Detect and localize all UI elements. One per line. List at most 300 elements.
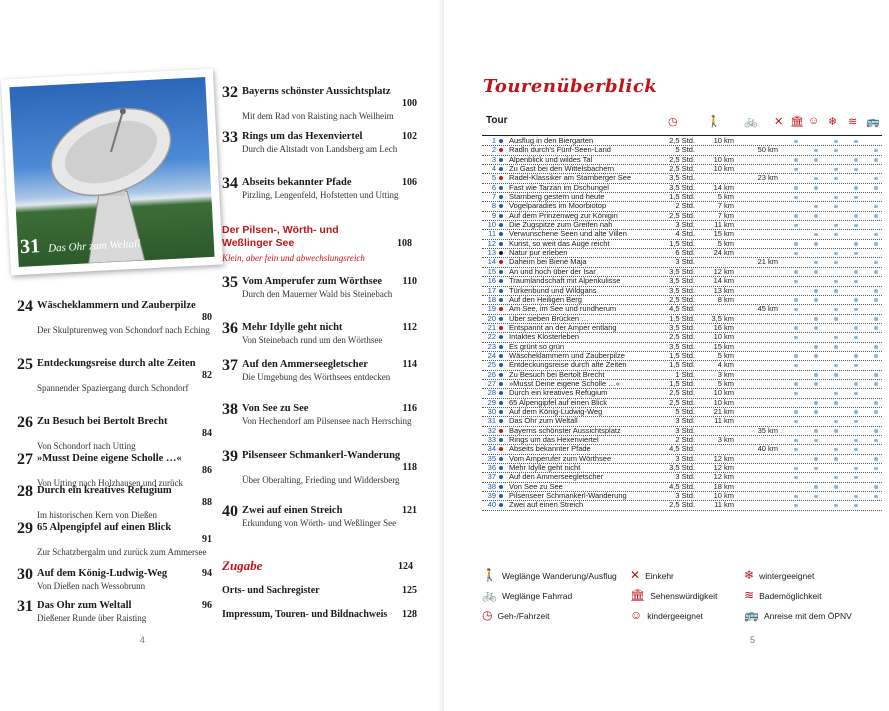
tour-name: Traumlandschaft mit Alpenkulisse	[509, 277, 621, 286]
toc-entry-title: Zu Besuch bei Bertolt Brecht	[37, 416, 168, 427]
feature-marker	[814, 233, 818, 237]
tour-name: Starnberg gestern und heute	[509, 193, 605, 202]
tour-time: 4,5 Std.	[669, 444, 695, 454]
feature-marker	[794, 308, 798, 312]
tour-number: 5	[491, 173, 496, 183]
tour-walk-distance: 7 km	[717, 201, 734, 211]
tour-time: 3,5 Std.	[669, 463, 695, 473]
tour-category-dot	[499, 167, 503, 171]
tour-time: 2,5 Std.	[669, 332, 695, 342]
tour-number: 9	[491, 210, 496, 220]
tour-time: 2,5 Std.	[669, 210, 695, 220]
feature-marker	[874, 354, 878, 358]
tour-time: 1 Std.	[675, 369, 695, 379]
tour-name: Alpenblick und wildes Tal	[509, 155, 593, 164]
tour-category-dot	[499, 223, 503, 227]
tour-category-dot	[499, 438, 503, 442]
feature-marker	[814, 495, 818, 499]
page-number-right: 5	[750, 635, 756, 645]
feature-marker	[874, 242, 878, 246]
tour-walk-distance: 5 km	[717, 350, 734, 360]
legend-item	[744, 588, 821, 602]
toc-entry-subtitle: Im historischen Kern von Dießen	[37, 510, 157, 520]
feature-marker	[874, 317, 878, 321]
feature-marker	[794, 298, 798, 302]
cutlery-icon: ✕	[630, 568, 641, 582]
feature-marker	[874, 467, 878, 471]
zugabe-heading: Zugabe	[222, 558, 263, 573]
toc-entry-title: Abseits bekannter Pfade	[242, 177, 352, 188]
feature-marker	[814, 261, 818, 265]
toc-entry-subtitle: Von Schondorf nach Utting	[37, 441, 136, 451]
tour-number: 27	[487, 378, 496, 388]
legend-item	[744, 608, 852, 622]
tour-time: 3 Std.	[675, 220, 695, 230]
feature-marker	[814, 382, 818, 386]
feature-marker	[874, 410, 878, 414]
feature-marker	[834, 457, 838, 461]
toc-entry-title: »Musst Deine eigene Scholle …«	[37, 453, 182, 464]
page-title: Tourenüberblick	[483, 76, 658, 97]
feature-marker	[834, 420, 838, 424]
toc-entry-number: 38	[222, 401, 238, 418]
toc-entry-title: Entdeckungsreise durch alte Zeiten	[37, 358, 196, 369]
smiley-icon: ☺	[630, 608, 643, 622]
feature-marker	[834, 373, 838, 377]
tour-walk-distance: 12 km	[713, 463, 734, 473]
appendix-entry-page: 128	[402, 609, 417, 620]
feature-marker	[874, 261, 878, 265]
tour-walk-distance: 3 km	[717, 435, 734, 444]
tour-bike-distance: 35 km	[757, 425, 778, 435]
tour-walk-distance: 10 km	[713, 397, 734, 407]
tour-time: 3 Std.	[675, 416, 695, 426]
feature-marker	[874, 233, 878, 237]
appendix-entry	[222, 609, 417, 620]
feature-marker	[874, 158, 878, 162]
feature-marker	[854, 410, 858, 414]
tour-name: Bayerns schönster Aussichtsplatz	[509, 426, 621, 435]
feature-marker	[874, 345, 878, 349]
toc-entry-title: 65 Alpengipfel auf einen Blick	[37, 522, 172, 533]
tour-name: Türkenbund und Wildgans	[509, 286, 597, 295]
tour-name: Fast wie Tarzan im Dschungel	[509, 183, 609, 192]
feature-marker	[814, 298, 818, 302]
feature-marker	[874, 205, 878, 209]
tour-category-dot	[499, 401, 503, 405]
tour-number: 1	[491, 136, 496, 145]
tour-time: 2,5 Std.	[669, 154, 695, 164]
legend-item	[482, 608, 549, 622]
tour-walk-distance: 3,5 km	[711, 313, 734, 323]
tour-walk-distance: 3 km	[717, 369, 734, 379]
snowflake-icon: ❄	[828, 116, 838, 128]
tour-walk-distance: 15 km	[713, 341, 734, 351]
section-page: 108	[397, 238, 412, 249]
feature-marker	[834, 429, 838, 433]
feature-marker	[854, 382, 858, 386]
toc-entry-page: 118	[402, 462, 417, 473]
feature-marker	[794, 326, 798, 330]
tour-bike-distance: 50 km	[757, 145, 778, 155]
clock-icon: ◷	[668, 116, 678, 128]
tour-number: 19	[487, 304, 496, 314]
tour-category-dot	[499, 195, 503, 199]
toc-entry-title: Das Ohr zum Weltall	[37, 600, 132, 611]
tour-walk-distance: 13 km	[713, 285, 734, 295]
tour-name: Abseits bekannter Pfade	[509, 445, 591, 454]
tour-number: 7	[491, 192, 496, 202]
feature-marker	[834, 289, 838, 293]
feature-marker	[874, 289, 878, 293]
legend-label: Geh-/Fahrzeit	[497, 611, 550, 621]
feature-marker	[794, 158, 798, 162]
toc-entry-subtitle: Erkundung von Wörth- und Weßlinger See	[242, 518, 397, 528]
feature-marker	[854, 504, 858, 508]
tour-time: 2,5 Std.	[669, 388, 695, 398]
toc-entry-subtitle: Zur Schatzbergalm und zurück zum Ammersee	[37, 547, 207, 557]
tour-category-dot	[499, 279, 503, 283]
tour-bike-distance: 23 km	[757, 173, 778, 183]
feature-marker	[834, 233, 838, 237]
tour-time: 1,5 Std.	[669, 192, 695, 202]
tour-walk-distance: 18 km	[713, 481, 734, 491]
toc-entry-subtitle: Spannender Spaziergang durch Schondorf	[37, 383, 189, 393]
feature-marker	[854, 252, 858, 256]
feature-marker	[814, 205, 818, 209]
tour-category-dot	[499, 391, 503, 395]
tour-name: An und hoch über der Isar	[509, 267, 596, 276]
feature-marker	[834, 317, 838, 321]
feature-marker	[854, 196, 858, 200]
toc-entry-page: 86	[202, 465, 212, 476]
tour-number: 31	[487, 416, 496, 426]
tour-category-dot	[499, 260, 503, 264]
tour-category-dot	[499, 345, 503, 349]
right-page	[444, 0, 889, 711]
tour-category-dot	[499, 289, 503, 293]
bicycle-icon: 🚲	[482, 588, 497, 602]
feature-marker	[814, 177, 818, 181]
toc-entry-number: 40	[222, 503, 238, 520]
tour-category-dot	[499, 148, 503, 152]
tour-number: 14	[487, 257, 496, 267]
tour-time: 1,5 Std.	[669, 238, 695, 248]
feature-marker	[854, 224, 858, 228]
toc-entry-number: 25	[17, 356, 33, 373]
tour-category-dot	[499, 270, 503, 274]
feature-marker	[874, 457, 878, 461]
tour-number: 30	[487, 406, 496, 416]
tour-time: 3 Std.	[675, 472, 695, 482]
tour-category-dot	[499, 139, 503, 143]
feature-marker	[854, 448, 858, 452]
feature-marker	[794, 476, 798, 480]
tour-number: 18	[487, 294, 496, 304]
feature-marker	[874, 149, 878, 153]
hiker-icon: 🚶	[707, 116, 721, 128]
section-subtitle: Klein, aber fein und abwechslungsreich	[222, 253, 365, 263]
tour-name: Zu Besuch bei Bertolt Brecht	[509, 370, 605, 379]
feature-marker	[874, 373, 878, 377]
feature-marker	[854, 308, 858, 312]
tour-walk-distance: 5 km	[717, 192, 734, 202]
toc-entry-subtitle: Mit dem Rad von Raisting nach Weilheim	[242, 111, 394, 121]
feature-marker	[814, 485, 818, 489]
tour-number: 17	[487, 285, 496, 295]
tour-name: Auf den Ammerseegletscher	[509, 473, 604, 482]
tour-name: Auf dem König-Ludwig-Weg	[509, 407, 603, 416]
tour-time: 2 Std.	[675, 201, 695, 211]
tour-number: 36	[487, 463, 496, 473]
tour-name: Intaktes Klosterleben	[509, 333, 580, 342]
feature-marker	[794, 382, 798, 386]
tour-number: 32	[487, 425, 496, 435]
toc-entry-subtitle: Durch die Altstadt von Landsberg am Lech	[242, 144, 398, 154]
feature-marker	[814, 214, 818, 218]
tour-category-dot	[499, 373, 503, 377]
feature-marker	[854, 392, 858, 396]
tour-number: 16	[487, 276, 496, 286]
tour-time: 3,5 Std.	[669, 173, 695, 183]
tour-number: 21	[487, 322, 496, 332]
feature-marker	[814, 373, 818, 377]
toc-entry-page: 106	[402, 177, 417, 188]
tour-time: 4,5 Std.	[669, 481, 695, 491]
tour-name: Das Ohr zum Weltall	[509, 417, 578, 426]
toc-entry-number: 39	[222, 448, 238, 465]
tour-walk-distance: 10 km	[713, 332, 734, 342]
feature-marker	[794, 270, 798, 274]
tour-time: 1,5 Std.	[669, 378, 695, 388]
tour-number: 10	[487, 220, 496, 230]
feature-marker	[854, 420, 858, 424]
legend-item	[630, 568, 674, 582]
toc-entry-page: 96	[202, 600, 212, 611]
feature-marker	[794, 504, 798, 508]
tour-time: 2,5 Std.	[669, 136, 695, 145]
tour-time: 4 Std.	[675, 229, 695, 239]
tour-time: 3 Std.	[675, 425, 695, 435]
tour-number: 39	[487, 491, 496, 501]
tour-name: Radln durch's Fünf-Seen-Land	[509, 146, 611, 155]
feature-marker	[814, 401, 818, 405]
legend-label: Weglänge Fahrrad	[501, 591, 573, 601]
toc-entry-page: 88	[202, 497, 212, 508]
feature-marker	[854, 298, 858, 302]
feature-marker	[854, 280, 858, 284]
feature-marker	[854, 439, 858, 443]
tour-time: 5 Std.	[675, 406, 695, 416]
tour-walk-distance: 16 km	[713, 322, 734, 332]
tour-category-dot	[499, 307, 503, 311]
tour-time: 3,5 Std.	[669, 266, 695, 276]
legend-item	[630, 588, 717, 602]
swimmer-icon: ≋	[744, 588, 755, 602]
appendix-entry	[222, 585, 417, 596]
tour-name: Es grünt so grün	[509, 342, 565, 351]
toc-entry-number: 31	[17, 598, 33, 615]
tour-time: 2,5 Std.	[669, 500, 695, 510]
tour-walk-distance: 10 km	[713, 388, 734, 398]
tour-name: Am See, im See und rundherum	[509, 305, 617, 314]
tour-category-dot	[499, 335, 503, 339]
feature-marker	[794, 280, 798, 284]
toc-entry-page: 112	[402, 322, 417, 333]
toc-entry-number: 34	[222, 175, 238, 192]
toc-entry-title: Auf den Ammerseegletscher	[242, 359, 368, 370]
feature-marker	[814, 326, 818, 330]
tour-number: 15	[487, 266, 496, 276]
feature-marker	[794, 336, 798, 340]
legend-label: Weglänge Wanderung/Ausflug	[501, 571, 617, 581]
tour-name: Daheim bei Biene Maja	[509, 258, 587, 267]
feature-marker	[854, 467, 858, 471]
legend-label: kindergeeignet	[647, 611, 704, 621]
appendix-entry-title: Orts- und Sachregister	[222, 585, 320, 596]
swimmer-icon: ≋	[848, 116, 858, 128]
feature-marker	[854, 158, 858, 162]
feature-marker	[854, 326, 858, 330]
tour-name: Die Zugspitze zum Greifen nah	[509, 221, 613, 230]
tour-walk-distance: 10 km	[713, 154, 734, 164]
feature-marker	[794, 448, 798, 452]
tour-walk-distance: 5 km	[717, 238, 734, 248]
tour-category-dot	[499, 176, 503, 180]
tour-category-dot	[499, 298, 503, 302]
feature-marker	[854, 354, 858, 358]
tour-time: 3,5 Std.	[669, 276, 695, 286]
toc-entry-subtitle: Von Dießen nach Wessobrunn	[37, 581, 146, 591]
feature-marker	[854, 140, 858, 144]
tour-walk-distance: 14 km	[713, 276, 734, 286]
tour-category-dot	[499, 232, 503, 236]
toc-entry-title: Auf dem König-Ludwig-Weg	[37, 568, 168, 579]
tour-time: 1,5 Std.	[669, 313, 695, 323]
tour-number: 26	[487, 369, 496, 379]
tour-category-dot	[499, 326, 503, 330]
legend-label: wintergeeignet	[759, 571, 815, 581]
toc-entry-title: Rings um das Hexenviertel	[242, 131, 363, 142]
tour-name: Wäscheklammern und Zauberpilze	[509, 351, 625, 360]
tour-time: 3,5 Std.	[669, 322, 695, 332]
tour-number: 40	[487, 500, 496, 510]
tour-category-dot	[499, 214, 503, 218]
feature-marker	[794, 252, 798, 256]
feature-marker	[794, 214, 798, 218]
feature-marker	[814, 457, 818, 461]
tour-number: 13	[487, 248, 496, 258]
tour-time: 2,5 Std.	[669, 164, 695, 174]
toc-entry-title: Von See zu See	[242, 403, 309, 414]
tour-category-dot	[499, 317, 503, 321]
legend-label: Bademöglichkeit	[759, 591, 822, 601]
bicycle-icon: 🚲	[744, 116, 758, 128]
feature-marker	[814, 186, 818, 190]
toc-entry-number: 28	[17, 483, 33, 500]
appendix-entry-title: Impressum, Touren- und Bildnachweis	[222, 609, 388, 620]
feature-marker	[834, 149, 838, 153]
feature-marker	[854, 270, 858, 274]
feature-marker	[814, 439, 818, 443]
feature-marker	[854, 186, 858, 190]
legend-label: Sehenswürdigkeit	[650, 591, 718, 601]
toc-entry-number: 30	[17, 566, 33, 583]
feature-marker	[854, 214, 858, 218]
tour-name: Natur pur erleben	[509, 249, 568, 258]
toc-entry-subtitle: Von Utting nach Holzhausen und zurück	[37, 478, 184, 488]
tour-walk-distance: 4 km	[717, 360, 734, 370]
toc-entry-number: 26	[17, 414, 33, 431]
legend-item	[744, 568, 814, 582]
tour-name: Verwunschene Seen und alte Villen	[509, 230, 627, 239]
tour-category-dot	[499, 429, 503, 433]
feature-marker	[874, 439, 878, 443]
tour-name: Von See zu See	[509, 482, 563, 491]
feature-marker	[854, 242, 858, 246]
tour-time: 3,5 Std.	[669, 341, 695, 351]
toc-entry-number: 36	[222, 320, 238, 337]
tour-name: Entdeckungsreise durch alte Zeiten	[509, 361, 627, 370]
feature-marker	[794, 410, 798, 414]
feature-marker	[814, 410, 818, 414]
table-header	[482, 115, 882, 136]
appendix-entry-page: 125	[402, 585, 417, 596]
tour-walk-distance: 11 km	[714, 500, 734, 510]
feature-marker	[834, 280, 838, 284]
bus-icon: 🚌	[744, 608, 759, 622]
tour-walk-distance: 24 km	[713, 248, 734, 258]
tour-walk-distance: 12 km	[713, 266, 734, 276]
feature-marker	[834, 196, 838, 200]
tour-walk-distance: 21 km	[713, 406, 734, 416]
feature-marker	[834, 168, 838, 172]
feature-marker	[814, 242, 818, 246]
tour-number: 4	[491, 164, 496, 174]
tour-name: Vogelparadies im Moorbiotop	[509, 202, 607, 211]
feature-marker	[794, 168, 798, 172]
tour-category-dot	[499, 242, 503, 246]
toc-entry-page: 114	[402, 359, 417, 370]
feature-marker	[814, 345, 818, 349]
feature-marker	[794, 354, 798, 358]
tour-name: Vom Amperufer zum Wörthsee	[509, 454, 612, 463]
feature-marker	[814, 317, 818, 321]
feature-marker	[794, 196, 798, 200]
smiley-icon: ☺	[808, 115, 820, 127]
toc-entry-number: 35	[222, 274, 238, 291]
tour-number: 8	[491, 201, 496, 211]
feature-marker	[854, 168, 858, 172]
tour-walk-distance: 10 km	[713, 491, 734, 501]
toc-entry-subtitle: Die Umgebung des Wörthsees entdecken	[242, 372, 391, 382]
legend-item	[482, 568, 617, 582]
feature-marker	[834, 224, 838, 228]
tour-number: 11	[488, 229, 496, 239]
tour-number: 35	[487, 453, 496, 463]
tour-walk-distance: 14 km	[713, 182, 734, 192]
feature-marker	[834, 392, 838, 396]
tour-bike-distance: 21 km	[757, 257, 778, 267]
photo-caption-number: 31	[19, 235, 41, 259]
toc-entry-page: 80	[202, 312, 212, 323]
feature-marker	[794, 495, 798, 499]
toc-entry-subtitle: Der Skulpturenweg von Schondorf nach Eching	[37, 325, 210, 335]
toc-entry-page: 116	[402, 403, 417, 414]
tour-category-dot	[499, 494, 503, 498]
snowflake-icon: ❄	[744, 568, 755, 582]
tour-number: 23	[487, 341, 496, 351]
